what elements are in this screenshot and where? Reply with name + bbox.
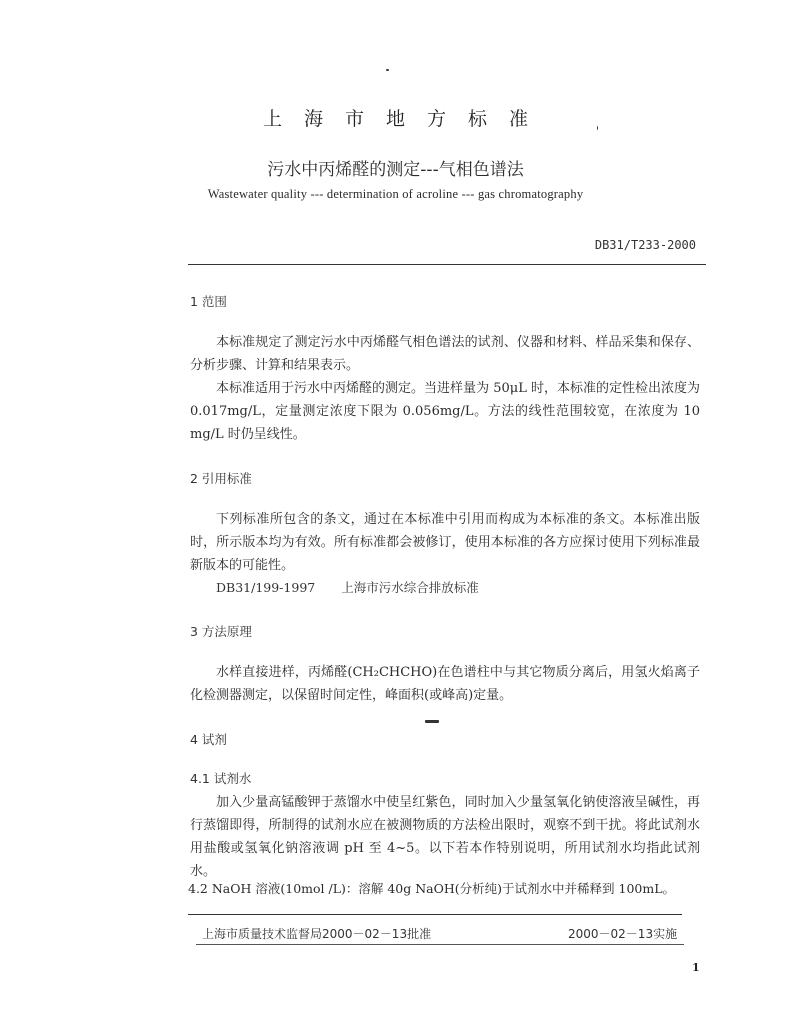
- org-title: 上海市地方标准: [262, 108, 550, 130]
- document-title: 污水中丙烯醛的测定---气相色谱法: [267, 160, 524, 180]
- issued-by: 上海市质量技术监督局2000－02－13批准: [202, 927, 432, 941]
- document-title-english: Wastewater quality --- determination of acroline --- gas chromatography: [207, 187, 584, 201]
- header-rule: [188, 264, 706, 265]
- subsection-heading-4-1: 4.1 试剂水: [190, 771, 252, 786]
- section-2-paragraph-1: 下列标准所包含的条文，通过在本标准中引用而构成为本标准的条文。本标准出版时，所示版本均为有效。所有标准都会被修订，使用本标准的各方应探讨使用下列标准最新版本的可能性。: [190, 512, 700, 573]
- section-heading-1: 1 范围: [190, 294, 227, 309]
- footer-bottom-rule: [196, 944, 684, 945]
- section-1-paragraph-2: 本标准适用于污水中丙烯醛的测定。当进样量为 50μL 时，本标准的定性检出浓度为 0.017mg/L，定量测定浓度下限为 0.056mg/L。方法的线性范围较宽，在浓度为 10 mg/L 时仍呈线性。: [190, 381, 700, 442]
- section-heading-2: 2 引用标准: [190, 471, 252, 486]
- reference-item: [216, 578, 501, 596]
- footer-rule: [188, 914, 682, 915]
- section-heading-4: 4 试剂: [190, 732, 227, 747]
- scan-speck: [386, 69, 389, 71]
- standard-number: DB31/T233-2000: [594, 238, 696, 252]
- reference-title: 上海市污水综合排放标准: [341, 580, 479, 595]
- page-number: 1: [692, 961, 700, 974]
- scan-speck: [425, 720, 439, 723]
- effective-date: 2000－02－13实施: [568, 927, 678, 941]
- subsection-4-1-paragraph: 加入少量高锰酸钾于蒸馏水中使呈红紫色，同时加入少量氢氧化钠使溶液呈碱性，再行蒸馏即得，所制得的试剂水应在被测物质的方法检出限时，观察不到干扰。将此试剂水用盐酸或氢氧化钠溶液调 pH 至 4~5。以下若本作特别说明，所用试剂水均指此试剂水。: [190, 795, 700, 879]
- section-heading-3: 3 方法原理: [190, 624, 252, 639]
- section-1-paragraph-1: 本标准规定了测定污水中丙烯醛气相色谱法的试剂、仪器和材料、样品采集和保存、分析步骤、计算和结果表示。: [190, 335, 700, 373]
- item-4-2: 4.2 NaOH 溶液(10mol /L)：溶解 40g NaOH(分析纯)于试剂水中并稀释到 100mL。: [188, 881, 676, 896]
- section-3-paragraph-1: 水样直接进样，丙烯醛(CH₂CHCHO)在色谱柱中与其它物质分离后，用氢火焰离子化检测器测定，以保留时间定性，峰面积(或峰高)定量。: [190, 665, 700, 703]
- reference-code: DB31/199-1997: [216, 580, 316, 595]
